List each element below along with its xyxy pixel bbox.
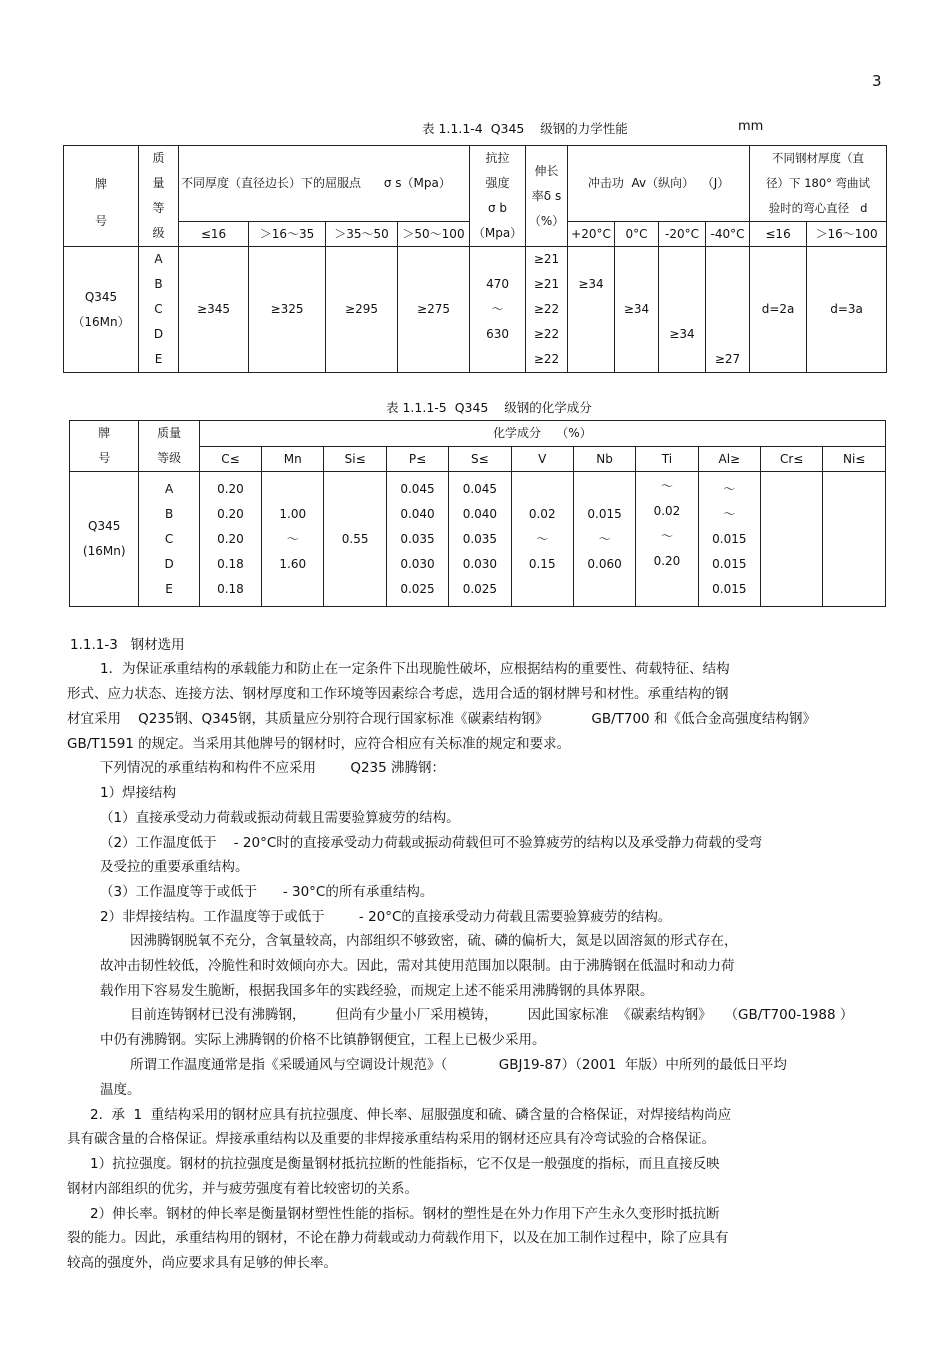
chem-header: 化学成分 （%） — [199, 421, 885, 447]
col-ni: Ni≤ — [823, 446, 886, 472]
mn-3: 1.60 — [279, 556, 307, 571]
impact-blank-2b — [615, 272, 658, 297]
impact-sub-4: -40°C — [706, 222, 750, 247]
s-e: 0.025 — [462, 581, 498, 596]
impact-0 — [615, 247, 659, 373]
t2-quality-header-1: 质量 — [157, 426, 182, 440]
s-b: 0.040 — [462, 506, 498, 521]
s-c: 0.035 — [462, 531, 498, 546]
bend-value-2: d=3a — [807, 247, 887, 373]
body-line-15: 目前连铸钢材已没有沸腾钢， 但尚有少量小厂采用模铸， 因此国家标准 《碳素结构钢》 （GB/T700-1988 ） — [130, 1007, 854, 1023]
level-c: C — [154, 302, 163, 316]
t2-mn-values — [262, 472, 324, 607]
tensile-header-3: σ b — [487, 201, 508, 215]
yield-value-3: ≥295 — [326, 247, 398, 373]
elongation-header-1: 伸长 — [534, 163, 559, 178]
bend-header-1: 不同钢材厚度（直 — [772, 151, 865, 165]
col-ti: Ti — [636, 446, 698, 472]
yield-sub-4: ＞50～100 — [398, 222, 470, 247]
body-line-5: 下列情况的承重结构和构件不应采用 Q235 沸腾钢： — [100, 760, 446, 776]
elongation-a: ≥21 — [533, 252, 560, 266]
col-mn: Mn — [262, 446, 324, 472]
al-4: 0.015 — [712, 556, 747, 571]
quality-header-2: 量 — [152, 176, 165, 190]
grade-value-1: Q345 — [84, 289, 118, 304]
body-line-24: 裂的能力。因此，承重结构用的钢材，不论在静力荷载或动力荷载作用下，以及在加工制作过程中，除了应具有 — [67, 1230, 729, 1246]
mechanical-properties-table — [63, 145, 887, 373]
body-line-3: 材宜采用 Q235钢、Q345钢，其质量应分别符合现行国家标准《碳素结构钢》 GB/T700 和《低合金高强度结构钢》 — [67, 711, 816, 727]
chemical-composition-table — [69, 420, 886, 607]
quality-header-4: 级 — [152, 226, 165, 240]
t2-level-b: B — [164, 506, 174, 521]
grade-header-2: 号 — [94, 213, 107, 228]
body-line-19: 2. 承 1 重结构采用的钢材应具有抗拉强度、伸长率、屈服强度和硫、磷含量的合格保证，对焊接结构尚应 — [90, 1107, 732, 1123]
impact-plus20 — [568, 247, 615, 373]
elongation-e: ≥22 — [533, 352, 560, 366]
yield-sub-1: ≤16 — [179, 222, 249, 247]
quality-header-1: 质 — [152, 151, 165, 165]
impact-sub-2: 0°C — [615, 222, 659, 247]
al-1: ～ — [723, 481, 736, 496]
p-b: 0.040 — [400, 506, 435, 521]
t2-grade-header — [70, 421, 139, 472]
cr-value — [760, 472, 822, 607]
t2-level-d: D — [164, 556, 174, 571]
section-heading: 1.1.1-3 钢材选用 — [70, 637, 185, 653]
body-line-6: 1）焊接结构 — [100, 785, 177, 801]
bend-header — [750, 146, 887, 222]
t2-grade-header-2: 号 — [98, 451, 111, 465]
tensile-value-3: 630 — [486, 327, 509, 341]
impact-value-4: ≥27 — [714, 352, 741, 366]
bend-sub-2: ＞16～100 — [807, 222, 887, 247]
body-line-23: 2）伸长率。钢材的伸长率是衡量钢材塑性性能的指标。钢材的塑性是在外力作用下产生永久变形时抵抗断 — [90, 1206, 720, 1222]
yield-sub-3: ＞35～50 — [326, 222, 398, 247]
ti-2: 0.02 — [653, 504, 681, 518]
p-d: 0.030 — [400, 556, 435, 571]
impact-header: 冲击功 Av（纵向） （J） — [568, 146, 750, 222]
body-line-13: 故冲击韧性较低，冷脆性和时效倾向亦大。因此，需对其使用范围加以限制。由于沸腾钢在低温时和动力荷 — [100, 958, 735, 974]
c-e: 0.18 — [217, 581, 244, 596]
al-2: ～ — [723, 506, 736, 521]
table2-caption: 表 1.1.1-5 Q345 级钢的化学成分 — [386, 400, 592, 415]
ti-1: ～ — [660, 479, 673, 493]
t2-quality-header-2: 等级 — [157, 451, 182, 465]
quality-header-3: 等 — [152, 201, 165, 215]
al-5: 0.015 — [712, 581, 747, 596]
s-d: 0.030 — [462, 556, 498, 571]
body-line-12: 因沸腾钢脱氧不充分，含氧量较高，内部组织不够致密，硫、磷的偏析大，氮是以固溶氮的形式存在， — [130, 933, 738, 949]
tensile-value-1: 470 — [486, 277, 509, 291]
grade-cell — [64, 247, 139, 373]
body-line-22: 钢材内部组织的优劣，并与疲劳强度有着比较密切的关系。 — [67, 1181, 418, 1197]
yield-value-2: ≥325 — [249, 247, 326, 373]
t2-level-e: E — [165, 581, 173, 596]
t2-grade-cell — [70, 472, 139, 607]
impact-blank-2a — [615, 247, 658, 272]
t2-al-values — [698, 472, 760, 607]
body-line-18: 温度。 — [100, 1082, 141, 1098]
c-a: 0.20 — [217, 481, 244, 496]
body-line-1: 1．为保证承重结构的承载能力和防止在一定条件下出现脆性破坏，应根据结构的重要性、荷载特征、结构 — [100, 661, 730, 677]
tensile-header-1: 抗拉 — [485, 151, 510, 165]
c-d: 0.18 — [217, 556, 244, 571]
table1-unit: mm — [738, 119, 764, 134]
level-e: E — [154, 352, 163, 366]
level-b: B — [154, 277, 163, 291]
grade-value-2: （16Mn） — [72, 314, 130, 329]
bend-header-2: 径）下 180° 弯曲试 — [766, 176, 871, 190]
mn-2: ～ — [286, 531, 299, 546]
body-line-8: （2）工作温度低于 - 20°C时的直接承受动力荷载或振动荷载但可不验算疲劳的结构以及承受静力荷载的受弯 — [100, 835, 763, 851]
yield-value-1: ≥345 — [179, 247, 249, 373]
impact-blank-4d — [706, 322, 749, 347]
v-3: 0.15 — [528, 556, 556, 571]
impact-minus20 — [659, 247, 706, 373]
table1-caption: 表 1.1.1-4 Q345 级钢的力学性能 — [422, 121, 628, 136]
nb-3: 0.060 — [587, 556, 622, 571]
body-line-14: 载作用下容易发生脆断，根据我国多年的实践经验，而规定上述不能采用沸腾钢的具体界限。 — [100, 983, 654, 999]
impact-sub-3: -20°C — [659, 222, 706, 247]
impact-blank-4b — [706, 272, 749, 297]
body-line-16: 中仍有沸腾钢。实际上沸腾钢的价格不比镇静钢便宜，工程上已极少采用。 — [100, 1032, 546, 1048]
quality-header — [139, 146, 179, 247]
body-line-10: （3）工作温度等于或低于 - 30°C的所有承重结构。 — [100, 884, 434, 900]
body-line-21: 1）抗拉强度。钢材的抗拉强度是衡量钢材抵抗拉断的性能指标，它不仅是一般强度的指标，而且直接反映 — [90, 1156, 720, 1172]
elongation-header-3: （%） — [528, 213, 565, 228]
level-d: D — [153, 327, 164, 341]
yield-header: 不同厚度（直径边长）下的屈服点 σ s（Mpa） — [179, 146, 470, 222]
nb-2: ～ — [598, 531, 611, 546]
body-line-17: 所谓工作温度通常是指《采暖通风与空调设计规范》（ GBJ19-87）（2001 年版）中所列的最低日平均 — [130, 1057, 787, 1073]
col-p: P≤ — [386, 446, 448, 472]
v-2: ～ — [536, 531, 549, 546]
t2-grade-value-1: Q345 — [88, 519, 121, 533]
impact-blank-4c — [706, 297, 749, 322]
tensile-value — [470, 247, 526, 373]
impact-blank-3a — [659, 247, 705, 272]
v-1: 0.02 — [528, 506, 556, 521]
t2-quality-header — [139, 421, 199, 472]
col-cr: Cr≤ — [760, 446, 822, 472]
impact-blank-3c — [659, 297, 705, 322]
yield-sub-2: ＞16～35 — [249, 222, 326, 247]
col-nb: Nb — [573, 446, 635, 472]
t2-s-values — [449, 472, 511, 607]
body-line-11: 2）非焊接结构。工作温度等于或低于 - 20°C的直接承受动力荷载且需要验算疲劳的结构。 — [100, 909, 672, 925]
ti-4: 0.20 — [653, 554, 681, 568]
impact-minus40 — [706, 247, 750, 373]
bend-value-1: d=2a — [750, 247, 807, 373]
t2-level-a: A — [164, 481, 174, 496]
p-e: 0.025 — [400, 581, 435, 596]
grade-header — [64, 146, 139, 247]
tensile-header-2: 强度 — [485, 176, 510, 190]
body-line-20: 具有碳含量的合格保证。焊接承重结构以及重要的非焊接承重结构采用的钢材还应具有冷弯试验的合格保证。 — [67, 1131, 715, 1147]
col-c: C≤ — [199, 446, 261, 472]
t2-c-values — [199, 472, 261, 607]
impact-blank-4a — [706, 247, 749, 272]
t2-grade-header-1: 牌 — [98, 426, 111, 440]
col-al: Al≥ — [698, 446, 760, 472]
page-number: 3 — [872, 72, 882, 90]
body-line-7: （1）直接承受动力荷载或振动荷载且需要验算疲劳的结构。 — [100, 810, 460, 826]
level-a: A — [154, 252, 163, 266]
yield-value-4: ≥275 — [398, 247, 470, 373]
body-line-25: 较高的强度外，尚应要求具有足够的伸长率。 — [67, 1255, 337, 1271]
t2-p-values — [386, 472, 448, 607]
c-c: 0.20 — [217, 531, 244, 546]
si-value: 0.55 — [324, 472, 386, 607]
col-v: V — [511, 446, 573, 472]
ni-value — [823, 472, 886, 607]
ti-3: ～ — [660, 529, 673, 543]
tensile-header-4: （Mpa） — [472, 226, 523, 240]
bend-sub-1: ≤16 — [750, 222, 807, 247]
t2-level-c: C — [164, 531, 174, 546]
body-line-2: 形式、应力状态、连接方法、钢材厚度和工作环境等因素综合考虑，选用合适的钢材牌号和材性。承重结构的钢 — [67, 686, 729, 702]
al-3: 0.015 — [712, 531, 747, 546]
mn-1: 1.00 — [279, 506, 307, 521]
t2-levels — [139, 472, 199, 607]
s-a: 0.045 — [462, 481, 498, 496]
impact-value-3: ≥34 — [669, 327, 695, 341]
elongation-c: ≥22 — [533, 302, 560, 316]
c-b: 0.20 — [217, 506, 244, 521]
grade-header-1: 牌 — [94, 176, 107, 191]
impact-blank-1 — [568, 247, 614, 272]
p-a: 0.045 — [400, 481, 435, 496]
impact-sub-1: +20°C — [568, 222, 615, 247]
t2-ti-values — [636, 472, 698, 607]
elongation-values — [526, 247, 568, 373]
elongation-b: ≥21 — [533, 277, 560, 291]
body-line-9: 及受拉的重要承重结构。 — [100, 859, 249, 875]
t2-grade-value-2: (16Mn) — [82, 544, 126, 558]
elongation-header-2: 率δ s — [531, 188, 562, 203]
nb-1: 0.015 — [587, 506, 622, 521]
impact-blank-3b — [659, 272, 705, 297]
col-si: Si≤ — [324, 446, 386, 472]
tensile-value-2: ～ — [491, 302, 504, 316]
bend-header-3: 验时的弯心直径 d — [768, 201, 868, 215]
p-c: 0.035 — [400, 531, 435, 546]
t2-v-values — [511, 472, 573, 607]
col-s: S≤ — [449, 446, 511, 472]
body-line-4: GB/T1591 的规定。当采用其他牌号的钢材时，应符合相应有关标准的规定和要求。 — [67, 736, 571, 752]
t2-nb-values — [573, 472, 635, 607]
elongation-d: ≥22 — [533, 327, 560, 341]
impact-value-1: ≥34 — [578, 277, 604, 291]
tensile-header — [470, 146, 526, 247]
quality-levels — [139, 247, 179, 373]
impact-value-2: ≥34 — [623, 302, 650, 316]
elongation-header — [526, 146, 568, 247]
